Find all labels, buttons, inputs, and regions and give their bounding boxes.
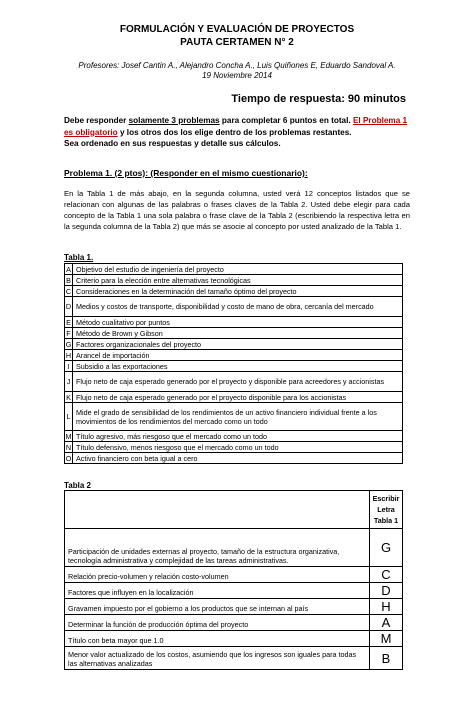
- table1-concept: Título agresivo, más riesgoso que el mercado como un todo: [73, 431, 403, 442]
- instructions: [64, 115, 414, 150]
- table1-concept: Objetivo del estudio de ingeniería del proyecto: [73, 264, 403, 275]
- table1-concept: Flujo neto de caja esperado generado por el proyecto y disponible para acreedores y accionistas: [73, 372, 403, 392]
- table1-row: [65, 403, 403, 431]
- table2-keyphrase: Gravamen impuesto por el gobierno a los productos que se internan al país: [65, 599, 370, 615]
- table2-keyphrase: Determinar la función de producción óptima del proyecto: [65, 615, 370, 631]
- table2-row: [65, 599, 403, 615]
- table1-letter: E: [66, 317, 71, 327]
- table2-answer-cell[interactable]: B: [370, 647, 403, 670]
- table1-letter: M: [65, 431, 72, 441]
- exam-date: 19 Noviembre 2014: [202, 71, 272, 80]
- table1-concept: Mide el grado de sensibilidad de los rendimientos de un activo financiero individual frente a los movimientos de los rendimientos del mercado como un todo: [73, 403, 403, 431]
- table2-row: [65, 631, 403, 647]
- table2-answer-cell[interactable]: H: [370, 599, 403, 615]
- table1-concept: Factores organizacionales del proyecto: [73, 339, 403, 350]
- table1-concept: Flujo neto de caja esperado generado por el proyecto disponible para los accionistas: [73, 392, 403, 403]
- table2-keyphrase: Factores que influyen en la localización: [65, 583, 370, 599]
- table1-concept: Método de Brown y Gibson: [73, 328, 403, 339]
- table1-row: [65, 392, 403, 403]
- table2-keyphrase: Menor valor actualizado de los costos, asumiendo que los ingresos son iguales para todas las alternativas analizadas: [65, 647, 370, 670]
- table2-answer-cell[interactable]: M: [370, 631, 403, 647]
- table2: [64, 490, 403, 670]
- table1-row: [65, 453, 403, 464]
- table1-label: Tabla 1.: [64, 253, 94, 262]
- table1-letter: G: [65, 339, 72, 349]
- instructions-emphasis: solamente 3 problemas: [128, 116, 220, 125]
- document-title: [0, 23, 474, 49]
- instructions-line2: Sea ordenado en sus respuestas y detalle sus cálculos.: [64, 139, 281, 148]
- table2-keyphrase: Relación precio-volumen y relación costo-volumen: [65, 567, 370, 583]
- table1-concept: Medios y costos de transporte, disponibilidad y costo de mano de obra, cercanía del mercado: [73, 297, 403, 317]
- table1-letter: K: [66, 392, 71, 402]
- problem1-title: [64, 168, 308, 178]
- table1-concept: Consideraciones en la determinación del tamaño óptimo del proyecto: [73, 286, 403, 297]
- table1-row: [65, 297, 403, 317]
- table1-row: [65, 442, 403, 453]
- table2-keyphrase: Participación de unidades externas al proyecto, tamaño de la estructura organizativa, tecnología administrativa y complejidad de las tareas administrativas.: [65, 529, 370, 567]
- table1-row: [65, 317, 403, 328]
- table2-row: [65, 567, 403, 583]
- instructions-mandatory: El Problema 1 es obligatorio: [64, 116, 408, 137]
- table2-row: [65, 647, 403, 670]
- table1-concept: Subsidio a las exportaciones: [73, 361, 403, 372]
- title-line-1: FORMULACIÓN Y EVALUACIÓN DE PROYECTOS: [119, 24, 355, 35]
- response-time: Tiempo de respuesta: 90 minutos: [231, 93, 406, 105]
- table2-answer-cell[interactable]: C: [370, 567, 403, 583]
- table1-letter: J: [65, 372, 73, 392]
- table1-row: [65, 286, 403, 297]
- table1-letter: N: [65, 442, 72, 452]
- table1-row: [65, 328, 403, 339]
- table1-row: [65, 431, 403, 442]
- table2-keyphrase: Título con beta mayor que 1.0: [65, 631, 370, 647]
- table1-row: [65, 372, 403, 392]
- table2-row: [65, 615, 403, 631]
- table1-letter: I: [65, 361, 73, 372]
- table2-header-row: [65, 491, 403, 529]
- instructions-part2: para completar 6 puntos en total.: [219, 116, 353, 125]
- table1-row: [65, 264, 403, 275]
- problem1-text: En la Tabla 1 de más abajo, en la segunda columna, usted verá 12 conceptos listados que se relacionan con algunas de las palabras o frases claves de la Tabla 2. Usted debe elegir para cada concepto de la Tabla 1 una sola palabra o frase clave de la Tabla 2 (escribiendo la respectiva letra en la segunda columna de la Tabla 2) que más se asocie al concepto por usted analizado de la Tabla 1.: [64, 189, 410, 231]
- table2-row: [65, 529, 403, 567]
- table2-header-empty: [65, 491, 370, 529]
- table2-label: Tabla 2: [64, 481, 91, 490]
- table1-concept: Método cualitativo por puntos: [73, 317, 403, 328]
- table2-header-answer: Escribir Letra Tabla 1: [370, 491, 403, 529]
- table1-row: [65, 350, 403, 361]
- professors-block: [0, 61, 474, 81]
- table2-answer-cell[interactable]: G: [370, 529, 403, 567]
- table2-row: [65, 583, 403, 599]
- table1-concept: Título defensivo, menos riesgoso que el mercado como un todo: [73, 442, 403, 453]
- table1: [64, 263, 403, 464]
- table1-letter: B: [66, 275, 71, 285]
- table1-concept: Criterio para la elección entre alternativas tecnológicas: [73, 275, 403, 286]
- table1-letter: D: [65, 297, 73, 317]
- table1-letter: O: [65, 453, 72, 463]
- table2-answer-cell[interactable]: A: [370, 615, 403, 631]
- table1-letter: A: [66, 264, 71, 274]
- instructions-part1: Debe responder: [64, 116, 129, 125]
- table1-concept: Arancel de importación: [73, 350, 403, 361]
- table1-row: [65, 275, 403, 286]
- table1-letter: F: [66, 328, 71, 338]
- table1-row: [65, 361, 403, 372]
- professors-line: Profesores: Josef Cantin A., Alejandro Concha A., Luis Quiñones E, Eduardo Sandoval A.: [78, 61, 396, 70]
- problem1-title-text: Problema 1. (2 ptos): (Responder en el mismo cuestionario):: [64, 168, 308, 178]
- table1-row: [65, 339, 403, 350]
- table2-answer-cell[interactable]: D: [370, 583, 403, 599]
- title-line-2: PAUTA CERTAMEN N° 2: [180, 37, 294, 48]
- table1-letter: H: [65, 350, 72, 360]
- instructions-part3: y los otros dos los elige dentro de los problemas restantes.: [117, 127, 352, 137]
- table1-letter: C: [65, 286, 72, 296]
- table1-letter: L: [65, 403, 73, 431]
- table1-concept: Activo financiero con beta igual a cero: [73, 453, 403, 464]
